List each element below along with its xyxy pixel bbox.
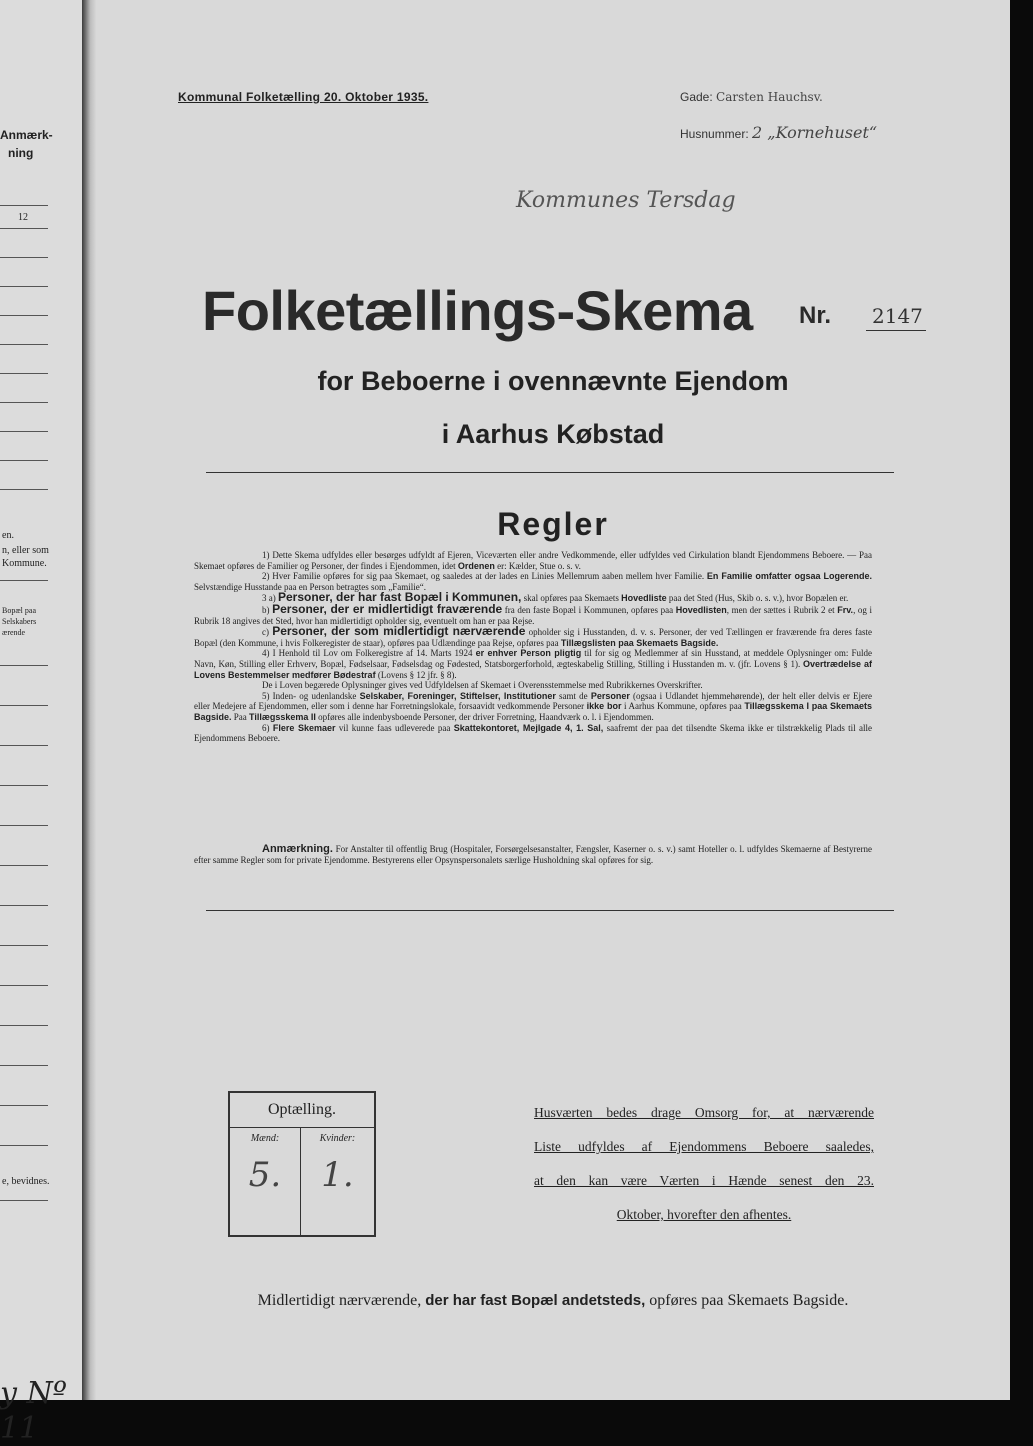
left-heading-1: Anmærk- xyxy=(0,128,53,142)
left-rule xyxy=(0,1065,48,1066)
notice-line: Liste udfyldes af Ejendommens Beboere saaledes, xyxy=(534,1139,874,1154)
rules-text xyxy=(194,550,872,744)
left-handwriting: y Nº 11 xyxy=(0,1376,67,1446)
house-label: Husnummer: xyxy=(680,127,749,141)
note-text: For Anstalter til offentlig Brug (Hospitaler, Forsørgelsesanstalter, Fængsler, Kaserner o. s. v.) samt Hoteller o. l. udfyldes Skemaerne af Bestyrerne efter samme Regler som for private Ejendomme. Bestyrerens eller Opsynspersonalets særlige Husholdning skal opføres for sig. xyxy=(194,844,872,865)
left-rule xyxy=(0,825,48,826)
house-number-line xyxy=(680,123,877,142)
divider xyxy=(206,472,894,473)
rules-heading: Regler xyxy=(497,506,609,542)
left-rule xyxy=(0,489,48,490)
bottom-text: Midlertidigt nærværende, xyxy=(257,1292,422,1309)
left-snippet: n, eller som xyxy=(2,545,49,556)
census-form-page xyxy=(96,0,1010,1400)
left-rule xyxy=(0,228,48,229)
left-rule xyxy=(0,205,48,206)
bottom-bold-text: der har fast Bopæl andetsteds, xyxy=(425,1292,646,1309)
nr-value: 2147 xyxy=(872,304,923,328)
street-label: Gade: xyxy=(680,90,713,104)
left-rule xyxy=(0,1200,48,1201)
notice-line: at den kan være Værten i Hænde senest den 23. xyxy=(534,1173,874,1188)
left-rule xyxy=(0,344,48,345)
rule-5: 5) Inden- og udenlandske Selskaber, Foreninger, Stiftelser, Institutioner samt de Personer (ogsaa i Udlandet hjemmehørende), der helt eller delvis er Ejere eller Medejere af Ejendommen, eller som i denne har Forretningslokale, forsaavidt vedkommende Personer ikke bor i Aarhus Kommune, opføres paa Tillægsskema I paa Skemaets Bagside. Paa Tillægsskema II opføres alle indenbysboende Personer, der driver Forretning, Haandværk o. l. i Ejendommen. xyxy=(194,690,873,722)
street-value: Carsten Hauchsv. xyxy=(716,90,823,104)
left-rule xyxy=(0,785,48,786)
rule-4: 4) I Henhold til Lov om Folkeregistre af 14. Marts 1924 er enhver Person pligtig til for sig og Medlemmer af sin Husstand, at meddele Oplysninger om: Fulde Navn, Køn, Stilling eller Erhverv, Bopæl, Fødselsaar, Fødselsdag og Fødested, Statsborgerforhold, ægteskabelig Stilling, Stilling i Husstanden m. v. (jfr. Lovens § 1). Overtrædelse af Lovens Bestemmelser medfører Bødestraf (Lovens § 12 jfr. § 8). xyxy=(194,648,872,680)
rule-6: 6) Flere Skemaer vil kunne faas udleverede paa Skattekontoret, Mejlgade 4, 1. Sal, saafremt der paa det tilsendte Skema ikke er tilstrækkelig Plads til alle Ejendommens Beboere. xyxy=(194,722,873,744)
subtitle-town: i Aarhus Købstad xyxy=(441,419,665,449)
count-divider xyxy=(230,1127,374,1128)
count-title: Optælling. xyxy=(267,1101,336,1118)
left-rule xyxy=(0,1145,48,1146)
note-paragraph xyxy=(194,844,872,866)
left-facing-page xyxy=(0,0,82,1446)
left-rule xyxy=(0,945,48,946)
left-rule xyxy=(0,865,48,866)
left-snippet: en. xyxy=(2,530,14,541)
left-snippet: Selskabers xyxy=(2,617,37,626)
left-rule xyxy=(0,460,48,461)
left-rule xyxy=(0,257,48,258)
notice-line: Oktober, hvorefter den afhentes. xyxy=(616,1207,792,1222)
men-count: 5. xyxy=(248,1155,282,1195)
left-bottom-text: e, bevidnes. xyxy=(2,1176,50,1187)
left-rule xyxy=(0,1105,48,1106)
left-rule xyxy=(0,431,48,432)
left-rule xyxy=(0,1025,48,1026)
left-rule xyxy=(0,315,48,316)
left-rule xyxy=(0,580,48,581)
left-rule xyxy=(0,905,48,906)
census-title: Kommunal Folketælling 20. Oktober 1935. xyxy=(178,90,429,104)
rule-3a: 3 a) Personer, der har fast Bopæl i Kommunen, skal opføres paa Skemaets Hovedliste paa det Sted (Hus, Skib o. s. v.), hvor Bopælen er. xyxy=(262,590,849,605)
left-rule xyxy=(0,985,48,986)
count-box xyxy=(228,1091,376,1237)
divider xyxy=(206,910,894,911)
left-snippet: Bopæl paa xyxy=(2,606,36,615)
left-rule xyxy=(0,705,48,706)
bottom-instruction xyxy=(96,1292,1010,1310)
left-column-number: 12 xyxy=(18,212,28,223)
left-snippet: ærende xyxy=(2,628,26,637)
book-gutter xyxy=(82,0,96,1400)
street-line xyxy=(680,90,823,104)
nr-label: Nr. xyxy=(799,302,832,329)
subtitle-residents: for Beboerne i ovennævnte Ejendom xyxy=(317,366,789,396)
bottom-text: opføres paa Skemaets Bagside. xyxy=(649,1292,849,1309)
left-rule xyxy=(0,373,48,374)
left-heading-2: ning xyxy=(8,146,34,160)
landlord-notice xyxy=(534,1096,874,1232)
rule-4-cont: De i Loven begærede Oplysninger gives ved Udfyldelsen af Skemaet i Overensstemmelse med Rubrikkernes Overskrifter. xyxy=(262,680,703,691)
left-rule xyxy=(0,402,48,403)
handwritten-annotation: Kommunes Tersdag xyxy=(516,188,736,213)
rule-3c: c) Personer, der som midlertidigt nærværende opholder sig i Husstanden, d. v. s. Personer, der ved Tællingen er fraværende fra deres faste Bopæl (den Kommune, i hvis Folkeregister de staar), opføres paa Udlændinge paa Rejse, opføres paa Tillægslisten paa Skemaets Bagside. xyxy=(194,624,873,648)
rule-1: 1) Dette Skema udfyldes eller besørges udfyldt af Ejeren, Viceværten eller andre Vedkommende, eller udfyldes ved Cirkulation blandt Ejendommens Beboere. — Paa Skemaet opføres de Familier og Personer, der findes i Ejendommen, idet Ordenen er: Kælder, Stue o. s. v. xyxy=(194,550,872,571)
left-rule xyxy=(0,286,48,287)
scan-border xyxy=(1010,0,1033,1400)
women-count: 1. xyxy=(321,1155,354,1195)
left-snippet: Kommune. xyxy=(2,558,47,569)
rule-3b: b) Personer, der er midlertidigt fraværende fra den faste Bopæl i Kommunen, opføres paa Hovedlisten, men der sættes i Rubrik 2 et Frv., og i Rubrik 18 angives det Sted, hvor han midlertidigt opholder sig, eventuelt om han er paa Rejse. xyxy=(194,601,872,626)
house-value: 2 „Kornehuset“ xyxy=(752,123,878,142)
form-title: Folketællings-Skema xyxy=(202,279,753,342)
rule-2: 2) Hver Familie opføres for sig paa Skemaet, og saaledes at der lades en Linies Mellemrum aaben mellem hver Familie. En Familie omfatter ogsaa Logerende. Selvstændige Husstande paa en Person betragtes som „Familie“. xyxy=(194,571,872,592)
note-label: Anmærkning. xyxy=(262,843,333,855)
left-rule xyxy=(0,665,48,666)
left-rule xyxy=(0,745,48,746)
nr-underline xyxy=(866,330,926,331)
men-label: Mænd: xyxy=(250,1133,280,1144)
women-label: Kvinder: xyxy=(319,1133,356,1144)
notice-line: Husværten bedes drage Omsorg for, at nærværende xyxy=(534,1105,874,1120)
